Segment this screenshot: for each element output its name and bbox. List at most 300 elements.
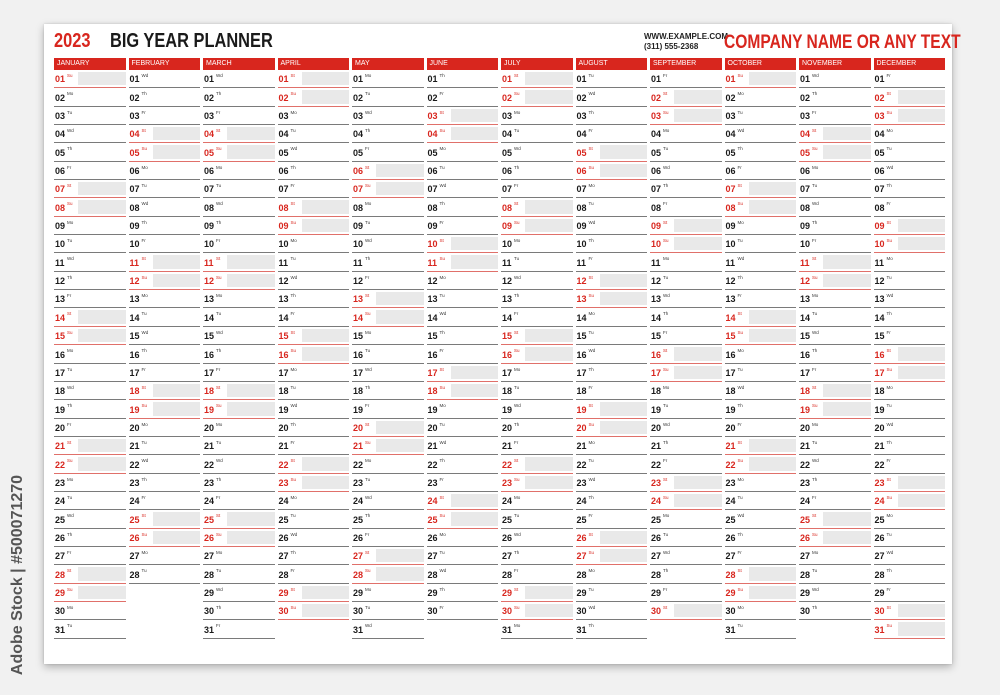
day-row bbox=[501, 529, 573, 547]
weekday-label: St bbox=[812, 256, 817, 262]
weekday-label: Fr bbox=[737, 164, 742, 170]
day-row bbox=[799, 455, 871, 473]
day-row bbox=[129, 510, 201, 528]
day-number: 21 bbox=[502, 441, 513, 452]
month-column bbox=[874, 58, 949, 639]
weekday-label: Wd bbox=[290, 531, 298, 537]
weekday-label: Tu bbox=[514, 384, 520, 390]
day-row bbox=[501, 162, 573, 180]
weekday-label: Su bbox=[886, 366, 893, 372]
day-number: 20 bbox=[725, 422, 736, 433]
day-row bbox=[725, 125, 797, 143]
day-row bbox=[129, 180, 201, 198]
day-number: 21 bbox=[55, 441, 66, 452]
day-row bbox=[352, 253, 424, 271]
weekday-label: Tu bbox=[886, 403, 892, 409]
day-row bbox=[874, 308, 946, 326]
day-number: 04 bbox=[204, 129, 215, 140]
day-row bbox=[576, 70, 648, 88]
weekday-label: Mo bbox=[365, 586, 372, 592]
weekday-label: Mo bbox=[812, 164, 819, 170]
day-row bbox=[874, 143, 946, 161]
weekday-label: St bbox=[365, 293, 370, 299]
day-row bbox=[799, 143, 871, 161]
day-number: 08 bbox=[725, 202, 736, 213]
month-header: OCTOBER bbox=[725, 58, 797, 70]
weekday-label: Su bbox=[663, 238, 669, 244]
day-row bbox=[799, 125, 871, 143]
weekday-label: Wd bbox=[663, 549, 670, 555]
day-row bbox=[54, 198, 126, 216]
month-header: MARCH bbox=[203, 58, 275, 70]
weekday-label: Fr bbox=[365, 403, 370, 409]
day-number: 11 bbox=[874, 257, 885, 268]
day-row bbox=[352, 419, 424, 437]
planner-sheet bbox=[44, 24, 961, 664]
day-row bbox=[725, 474, 797, 492]
day-number: 10 bbox=[725, 239, 736, 250]
day-number: 27 bbox=[651, 551, 662, 562]
weekday-label: Th bbox=[439, 201, 445, 207]
day-row bbox=[54, 272, 126, 290]
day-row bbox=[54, 308, 126, 326]
weekday-label: Th bbox=[67, 274, 73, 280]
day-row bbox=[799, 620, 871, 638]
day-row bbox=[799, 492, 871, 510]
weekday-label: Mo bbox=[886, 513, 893, 519]
day-row bbox=[352, 565, 424, 583]
day-row bbox=[650, 253, 722, 271]
day-row bbox=[725, 510, 797, 528]
weekday-label: Tu bbox=[737, 366, 743, 372]
weekday-label: Tu bbox=[67, 494, 73, 500]
day-row bbox=[54, 584, 126, 602]
day-row bbox=[278, 272, 350, 290]
day-number: 07 bbox=[353, 184, 364, 195]
weekday-label: Mo bbox=[439, 274, 446, 280]
day-row bbox=[799, 419, 871, 437]
day-row bbox=[352, 70, 424, 88]
day-number: 23 bbox=[129, 477, 140, 488]
day-number: 03 bbox=[353, 111, 364, 122]
day-number: 20 bbox=[204, 422, 215, 433]
day-number: 18 bbox=[576, 386, 587, 397]
day-number: 08 bbox=[353, 202, 364, 213]
weekday-label: Mo bbox=[216, 421, 223, 427]
weekday-label: St bbox=[216, 384, 221, 390]
day-number: 14 bbox=[353, 312, 364, 323]
day-number: 20 bbox=[651, 422, 662, 433]
day-number: 07 bbox=[427, 184, 438, 195]
year-label: 2023 bbox=[54, 30, 91, 52]
day-row bbox=[576, 492, 648, 510]
day-number: 08 bbox=[129, 202, 140, 213]
weekday-label: Fr bbox=[812, 366, 817, 372]
day-row bbox=[203, 198, 275, 216]
day-number: 13 bbox=[129, 294, 140, 305]
day-row bbox=[501, 474, 573, 492]
day-number: 06 bbox=[427, 166, 438, 177]
day-row bbox=[799, 88, 871, 106]
day-row bbox=[203, 364, 275, 382]
weekday-label: Tu bbox=[141, 439, 147, 445]
day-row bbox=[203, 584, 275, 602]
day-row bbox=[278, 198, 350, 216]
weekday-label: Mo bbox=[737, 348, 744, 354]
weekday-label: Wd bbox=[216, 458, 223, 464]
weekday-label: Th bbox=[588, 238, 594, 244]
day-row bbox=[54, 125, 126, 143]
day-row bbox=[278, 547, 350, 565]
day-number: 30 bbox=[353, 606, 364, 617]
day-number: 02 bbox=[55, 92, 66, 103]
weekday-label: Su bbox=[141, 531, 148, 537]
day-number: 07 bbox=[725, 184, 736, 195]
day-row bbox=[352, 107, 424, 125]
day-row bbox=[501, 107, 573, 125]
day-number: 10 bbox=[576, 239, 587, 250]
day-row bbox=[725, 327, 797, 345]
day-number: 29 bbox=[800, 587, 811, 598]
day-number: 14 bbox=[874, 312, 885, 323]
weekday-label: Mo bbox=[663, 128, 670, 134]
day-number: 29 bbox=[874, 587, 885, 598]
weekday-label: St bbox=[737, 568, 742, 574]
day-number: 14 bbox=[55, 312, 66, 323]
weekday-label: Su bbox=[290, 348, 297, 354]
day-number: 08 bbox=[427, 202, 438, 213]
day-row bbox=[650, 602, 722, 620]
month-header: NOVEMBER bbox=[799, 58, 871, 70]
day-number: 09 bbox=[874, 221, 885, 232]
day-row bbox=[501, 198, 573, 216]
day-number: 03 bbox=[55, 111, 66, 122]
day-number: 14 bbox=[725, 312, 736, 323]
weekday-label: Fr bbox=[588, 128, 593, 134]
weekday-label: Fr bbox=[886, 458, 891, 464]
weekday-label: Mo bbox=[514, 238, 521, 244]
day-number: 19 bbox=[204, 404, 215, 415]
day-number: 27 bbox=[874, 551, 885, 562]
weekday-label: Tu bbox=[588, 201, 594, 207]
weekday-label: St bbox=[439, 494, 444, 500]
day-row bbox=[874, 327, 946, 345]
weekday-label: Fr bbox=[439, 91, 444, 97]
day-row bbox=[203, 88, 275, 106]
day-row bbox=[874, 419, 946, 437]
weekday-label: Tu bbox=[290, 256, 296, 262]
day-number: 14 bbox=[129, 312, 140, 323]
day-row bbox=[278, 345, 350, 363]
weekday-label: Tu bbox=[67, 623, 73, 629]
day-number: 15 bbox=[725, 331, 736, 342]
day-number: 12 bbox=[651, 276, 662, 287]
day-row bbox=[352, 143, 424, 161]
weekday-label: Fr bbox=[514, 439, 519, 445]
day-number: 25 bbox=[278, 514, 289, 525]
day-number: 25 bbox=[725, 514, 736, 525]
weekday-label: Su bbox=[439, 513, 446, 519]
weekday-label: Wd bbox=[290, 146, 298, 152]
weekday-label: St bbox=[67, 183, 72, 189]
day-number: 02 bbox=[651, 92, 662, 103]
weekday-label: Su bbox=[290, 91, 297, 97]
weekday-label: Mo bbox=[365, 458, 372, 464]
day-row bbox=[54, 162, 126, 180]
day-number: 27 bbox=[427, 551, 438, 562]
weekday-label: Su bbox=[588, 164, 595, 170]
company-name: COMPANY NAME OR ANY TEXT bbox=[724, 32, 961, 53]
day-row bbox=[278, 180, 350, 198]
weekday-label: Mo bbox=[439, 531, 446, 537]
watermark-text: Adobe Stock | #500071270 bbox=[9, 474, 26, 676]
day-number: 22 bbox=[800, 459, 811, 470]
day-row bbox=[129, 474, 201, 492]
weekday-label: Tu bbox=[141, 183, 147, 189]
day-number: 13 bbox=[725, 294, 736, 305]
day-number: 02 bbox=[427, 92, 438, 103]
weekday-label: Tu bbox=[663, 403, 669, 409]
day-row bbox=[650, 620, 722, 638]
day-row bbox=[799, 290, 871, 308]
day-row bbox=[129, 290, 201, 308]
day-number: 15 bbox=[502, 331, 513, 342]
day-row bbox=[427, 510, 499, 528]
day-row bbox=[576, 400, 648, 418]
day-row bbox=[352, 162, 424, 180]
weekday-label: Su bbox=[365, 311, 371, 317]
weekday-label: Th bbox=[365, 513, 371, 519]
day-number: 11 bbox=[651, 257, 661, 268]
day-row bbox=[576, 143, 648, 161]
day-number: 03 bbox=[278, 111, 289, 122]
day-row bbox=[129, 107, 201, 125]
day-row bbox=[54, 400, 126, 418]
weekday-label: Su bbox=[812, 274, 818, 280]
day-row bbox=[874, 107, 946, 125]
day-number: 17 bbox=[502, 367, 513, 378]
weekday-label: Mo bbox=[514, 366, 521, 372]
day-number: 15 bbox=[576, 331, 587, 342]
day-number: 13 bbox=[204, 294, 215, 305]
day-number: 05 bbox=[576, 147, 587, 158]
day-number: 05 bbox=[800, 147, 811, 158]
weekday-label: Mo bbox=[67, 604, 74, 610]
weekday-label: Su bbox=[588, 421, 595, 427]
weekday-label: Wd bbox=[588, 348, 596, 354]
day-number: 15 bbox=[129, 331, 140, 342]
day-number: 05 bbox=[55, 147, 66, 158]
day-number: 10 bbox=[427, 239, 438, 250]
day-row bbox=[129, 162, 201, 180]
day-row bbox=[650, 198, 722, 216]
day-row bbox=[650, 308, 722, 326]
day-number: 14 bbox=[576, 312, 587, 323]
weekday-label: St bbox=[365, 421, 370, 427]
weekday-label: Wd bbox=[67, 513, 74, 519]
day-row bbox=[501, 620, 573, 638]
day-row bbox=[501, 492, 573, 510]
day-number: 14 bbox=[651, 312, 662, 323]
weekday-label: Wd bbox=[141, 73, 149, 78]
day-row bbox=[54, 217, 126, 235]
weekday-label: Fr bbox=[67, 421, 72, 427]
day-row bbox=[799, 162, 871, 180]
day-row bbox=[576, 308, 648, 326]
day-number: 16 bbox=[874, 349, 885, 360]
day-row bbox=[799, 364, 871, 382]
day-number: 23 bbox=[725, 477, 736, 488]
weekday-label: Mo bbox=[216, 293, 223, 299]
weekday-label: St bbox=[141, 128, 146, 134]
weekday-label: Tu bbox=[290, 128, 296, 134]
day-row bbox=[799, 253, 871, 271]
weekday-label: Wd bbox=[141, 329, 149, 335]
day-number: 27 bbox=[129, 551, 140, 562]
day-row bbox=[352, 327, 424, 345]
day-number: 06 bbox=[725, 166, 736, 177]
weekday-label: Tu bbox=[216, 311, 222, 317]
day-number: 29 bbox=[204, 587, 215, 598]
weekday-label: Mo bbox=[812, 421, 819, 427]
day-number: 15 bbox=[55, 331, 66, 342]
weekday-label: Fr bbox=[290, 439, 295, 445]
weekday-label: St bbox=[663, 476, 668, 482]
weekday-label: Wd bbox=[365, 366, 372, 372]
day-row bbox=[650, 584, 722, 602]
day-row bbox=[352, 547, 424, 565]
weekday-label: Fr bbox=[737, 293, 742, 299]
day-number: 01 bbox=[55, 74, 66, 85]
day-row bbox=[203, 125, 275, 143]
day-number: 26 bbox=[204, 532, 215, 543]
day-row bbox=[874, 198, 946, 216]
day-number: 19 bbox=[55, 404, 66, 415]
weekday-label: Su bbox=[663, 494, 669, 500]
day-number: 08 bbox=[576, 202, 587, 213]
day-number: 02 bbox=[800, 92, 811, 103]
day-row bbox=[427, 565, 499, 583]
day-row bbox=[799, 382, 871, 400]
weekday-label: Su bbox=[216, 531, 222, 537]
day-number: 14 bbox=[278, 312, 289, 323]
weekday-label: Wd bbox=[812, 201, 819, 207]
day-number: 19 bbox=[651, 404, 662, 415]
weekday-label: St bbox=[588, 146, 593, 152]
day-number: 31 bbox=[353, 624, 364, 635]
day-row bbox=[352, 364, 424, 382]
day-row bbox=[650, 455, 722, 473]
weekday-label: Wd bbox=[588, 604, 596, 610]
day-number: 29 bbox=[651, 587, 662, 598]
weekday-label: Th bbox=[737, 403, 743, 409]
weekday-label: Th bbox=[663, 568, 669, 574]
day-row bbox=[203, 382, 275, 400]
day-number: 25 bbox=[353, 514, 364, 525]
day-row bbox=[650, 345, 722, 363]
day-number: 13 bbox=[502, 294, 513, 305]
weekday-label: Fr bbox=[439, 348, 444, 354]
month-header: AUGUST bbox=[576, 58, 648, 70]
weekday-label: St bbox=[439, 238, 444, 244]
day-number: 01 bbox=[651, 74, 662, 85]
day-number: 22 bbox=[353, 459, 364, 470]
day-row bbox=[799, 437, 871, 455]
day-row bbox=[874, 620, 946, 638]
day-number: 25 bbox=[874, 514, 885, 525]
day-number: 11 bbox=[800, 257, 810, 268]
day-number: 07 bbox=[576, 184, 587, 195]
day-row bbox=[725, 235, 797, 253]
weekday-label: Su bbox=[365, 568, 371, 574]
weekday-label: St bbox=[588, 531, 593, 537]
day-row bbox=[650, 290, 722, 308]
day-number: 03 bbox=[725, 111, 736, 122]
day-row bbox=[129, 253, 201, 271]
weekday-label: Mo bbox=[141, 164, 148, 170]
day-number: 17 bbox=[204, 367, 215, 378]
day-row bbox=[54, 419, 126, 437]
day-number: 09 bbox=[427, 221, 438, 232]
weekday-label: Th bbox=[290, 293, 296, 299]
day-number: 10 bbox=[353, 239, 364, 250]
day-number: 16 bbox=[55, 349, 66, 360]
day-number: 20 bbox=[576, 422, 587, 433]
weekday-label: St bbox=[216, 256, 221, 262]
weekday-label: St bbox=[812, 513, 817, 519]
day-row bbox=[427, 235, 499, 253]
day-row bbox=[54, 529, 126, 547]
day-row bbox=[650, 107, 722, 125]
day-number: 23 bbox=[55, 477, 66, 488]
day-number: 03 bbox=[204, 111, 215, 122]
weekday-label: St bbox=[812, 384, 817, 390]
day-number: 29 bbox=[502, 587, 513, 598]
weekday-label: Th bbox=[67, 146, 73, 152]
weekday-label: Th bbox=[514, 293, 520, 299]
day-row bbox=[650, 547, 722, 565]
weekday-label: Su bbox=[737, 586, 744, 592]
day-row bbox=[278, 400, 350, 418]
day-row bbox=[576, 235, 648, 253]
day-row bbox=[874, 217, 946, 235]
day-row bbox=[203, 327, 275, 345]
day-row bbox=[799, 474, 871, 492]
day-row bbox=[799, 180, 871, 198]
day-row bbox=[278, 125, 350, 143]
month-column bbox=[54, 58, 129, 639]
day-row bbox=[352, 602, 424, 620]
day-number: 24 bbox=[278, 496, 289, 507]
day-row bbox=[725, 290, 797, 308]
day-number: 31 bbox=[725, 624, 736, 635]
weekday-label: Wd bbox=[737, 384, 745, 390]
day-row bbox=[874, 547, 946, 565]
weekday-label: St bbox=[67, 568, 72, 574]
day-number: 29 bbox=[353, 587, 364, 598]
day-number: 25 bbox=[204, 514, 215, 525]
day-row bbox=[352, 308, 424, 326]
day-number: 07 bbox=[651, 184, 662, 195]
day-number: 06 bbox=[576, 166, 587, 177]
day-row bbox=[874, 290, 946, 308]
day-row bbox=[725, 437, 797, 455]
day-number: 18 bbox=[502, 386, 513, 397]
day-number: 03 bbox=[502, 111, 513, 122]
day-number: 03 bbox=[129, 111, 140, 122]
day-number: 25 bbox=[55, 514, 66, 525]
day-number: 04 bbox=[725, 129, 736, 140]
